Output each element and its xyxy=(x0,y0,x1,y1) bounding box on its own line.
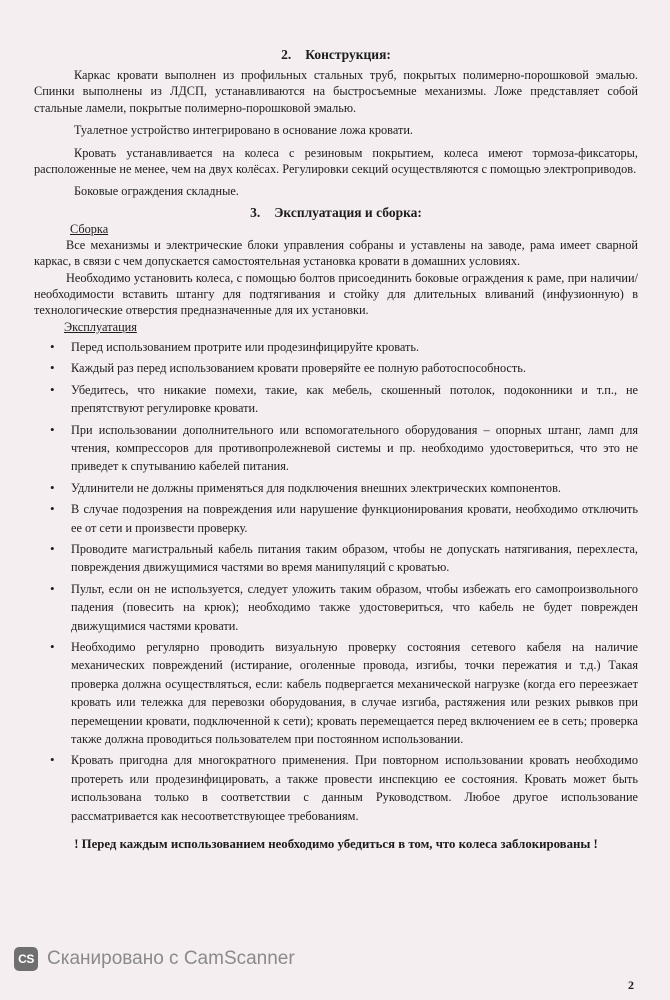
section-2-number: 2. xyxy=(281,47,292,62)
operation-subheading: Эксплуатация xyxy=(64,319,137,334)
list-item: • Необходимо регулярно проводить визуальную проверку состояния сетевого кабеля на наличие механических повреждений (истирание, оголенные провода, изгибы, точки пережатия и т.д.) Такая проверка должна осуществляться, если: кабель подвергается механической нагрузке (когда его переезжает кровать или тележка для перевозки оборудования, в случае изгиба, растяжения или резких рывков при перемещении кровати, подключенной к сети); кровать перемещается перед включением ее в сеть; проверка также должна проводиться пользователем при постоянном использовании. xyxy=(34,638,638,748)
list-item: • Проводите магистральный кабель питания таким образом, чтобы не допускать натягивания, перехлеста, повреждения движущимися частями во время манипуляций с кроватью. xyxy=(34,540,638,577)
operation-bullet-list xyxy=(34,338,638,825)
assembly-paragraph-1: Все механизмы и электрические блоки управления собраны и уставлены на заводе, рама имеет сварной каркас, в связи с чем допускается самостоятельная установка кровати в домашних условиях. xyxy=(34,237,638,269)
wheel-lock-warning: ! Перед каждым использованием необходимо убедиться в том, что колеса заблокированы ! xyxy=(74,837,598,852)
construction-paragraph-wheels: Кровать устанавливается на колеса с резиновым покрытием, колеса имеют тормоза-фиксаторы, расположенные не менее, чем на двух колёсах. Регулировки секций осуществляются с помощью электроприводов. xyxy=(34,145,638,177)
list-item: • Каждый раз перед использованием кровати проверяйте ее полную работоспособность. xyxy=(34,359,638,377)
camscanner-watermark xyxy=(14,946,295,972)
page-number: 2 xyxy=(628,978,634,992)
section-3-number: 3. xyxy=(250,204,261,220)
list-item: • В случае подозрения на повреждения или нарушение функционирования кровати, необходимо отключить ее от сети и произвести проверку. xyxy=(34,500,638,537)
camscanner-logo-icon: CS xyxy=(14,947,38,971)
construction-paragraph-frame: Каркас кровати выполнен из профильных стальных труб, покрытых полимерно-порошковой эмалью. Спинки выполнены из ЛДСП, устанавливаются на быстросъемные механизмы. Ложе представляет собой стальные ламели, покрытые полимерно-порошковой эмалью. xyxy=(34,68,638,115)
watermark-text: Сканировано с CamScanner xyxy=(47,948,295,969)
list-item: • Удлинители не должны применяться для подключения внешних электрических компонентов. xyxy=(34,479,638,497)
list-item: • Пульт, если он не используется, следует уложить таким образом, чтобы избежать его самопроизвольного падения (повесить на крюк); необходимо также удостовериться, что кабель не будет поврежден движущимися частями кровати. xyxy=(34,580,638,635)
assembly-paragraph-2: Необходимо установить колеса, с помощью болтов присоединить боковые ограждения к раме, при наличии/необходимости вставить штангу для подтягивания и стойку для длительных вливаний (инфузионную) в технологические отверстия предназначенные для их установки. xyxy=(34,270,638,318)
section-3-heading xyxy=(34,204,638,221)
list-item: • При использовании дополнительного или вспомогательного оборудования – опорных штанг, ламп для чтения, компрессоров для противопролежневой системы и пр. необходимо удостовериться, что это не приведет к спутыванию кабелей питания. xyxy=(34,421,638,476)
list-item: • Перед использованием протрите или продезинфицируйте кровать. xyxy=(34,338,638,356)
assembly-subheading: Сборка xyxy=(70,221,109,236)
section-2-heading xyxy=(34,46,638,63)
list-item: • Убедитесь, что никакие помехи, такие, как мебель, скошенный потолок, подоконники и т.п., не препятствуют регулировке кровати. xyxy=(34,381,638,418)
list-item: • Кровать пригодна для многократного применения. При повторном использовании кровать необходимо протереть или продезинфицировать, а также провести инспекцию ее состояния. Кровать может быть использована только в соответствии с данным Руководством. Любое другое использование рассматривается как несоответствующее требованиям. xyxy=(34,751,638,825)
construction-paragraph-rails: Боковые ограждения складные. xyxy=(74,184,239,199)
section-3-title: Эксплуатация и сборка: xyxy=(274,204,422,220)
section-2-title: Конструкция: xyxy=(305,47,391,62)
document-body xyxy=(34,46,638,853)
construction-paragraph-toilet: Туалетное устройство интегрировано в основание ложа кровати. xyxy=(74,123,413,138)
